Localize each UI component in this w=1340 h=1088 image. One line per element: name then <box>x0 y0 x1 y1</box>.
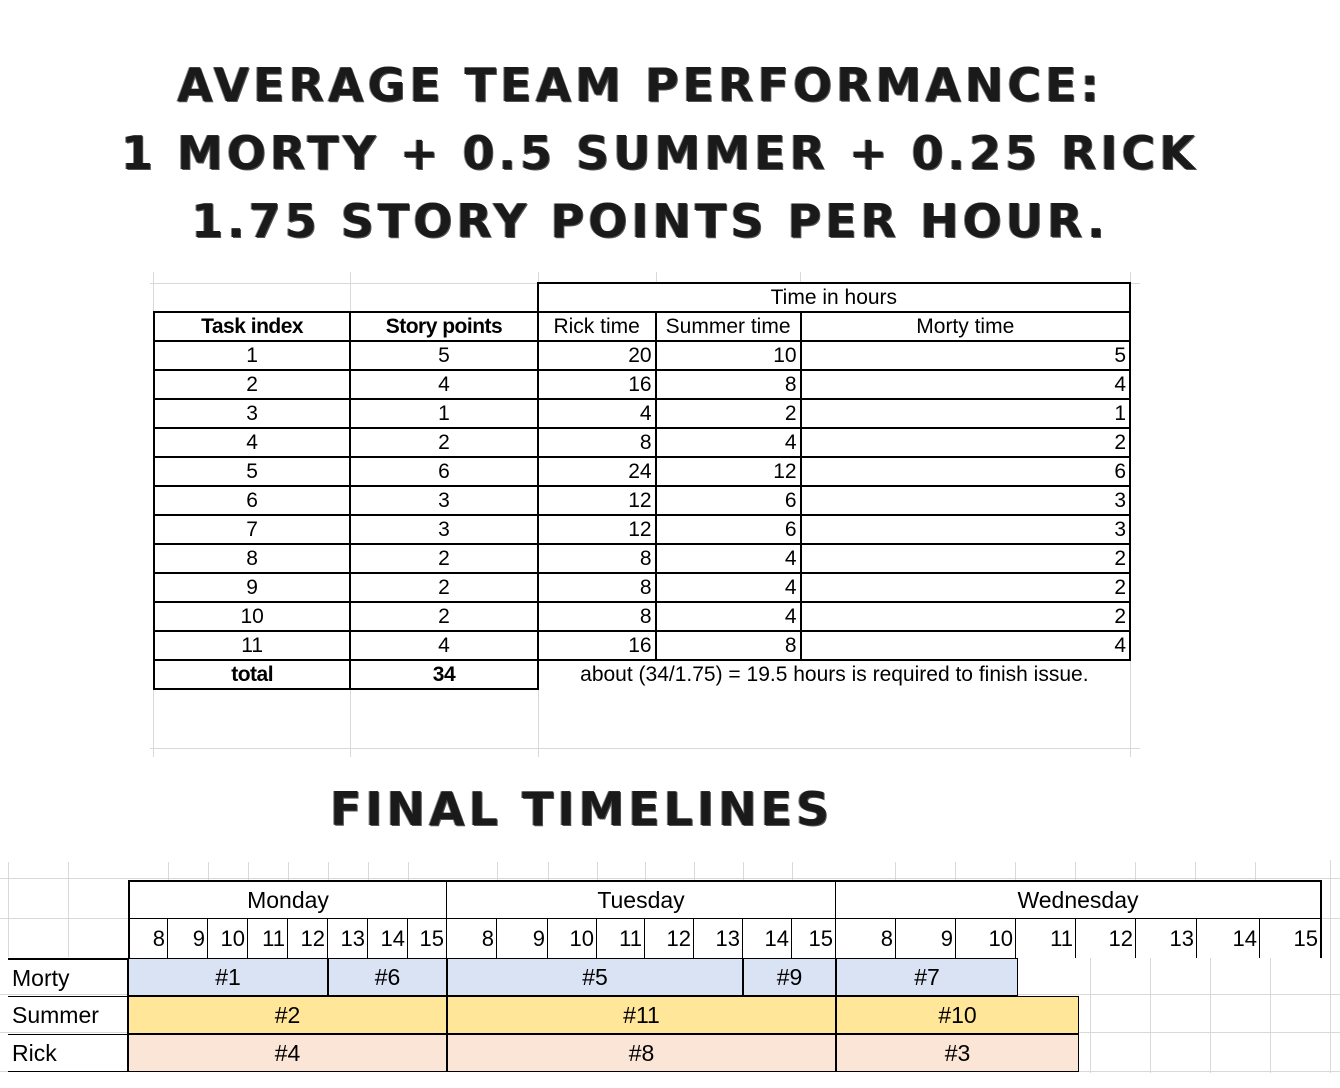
table-row <box>154 602 1130 631</box>
table-row <box>154 370 1130 399</box>
story-points-cell: 4 <box>350 370 537 399</box>
row-label-summer: Summer <box>8 996 128 1034</box>
morty-task-bar: #7 <box>836 958 1018 996</box>
task-index-cell: 9 <box>154 573 350 602</box>
rick-task-bar: #8 <box>447 1034 836 1072</box>
hour-header: 9 <box>168 918 208 958</box>
header-morty-time: Morty time <box>801 312 1130 341</box>
summer-time-cell: 10 <box>656 341 801 370</box>
table-row <box>154 486 1130 515</box>
title-line-3: 1.75 STORY POINTS PER HOUR. <box>191 194 1109 248</box>
hour-header: 9 <box>497 918 548 958</box>
hour-header: 10 <box>956 918 1016 958</box>
hour-header: 15 <box>1260 918 1322 958</box>
summer-time-cell: 4 <box>656 602 801 631</box>
table-row <box>154 399 1130 428</box>
hour-header: 13 <box>694 918 743 958</box>
day-header-tuesday: Tuesday <box>447 880 836 918</box>
morty-time-cell: 3 <box>801 486 1130 515</box>
morty-task-bar: #9 <box>743 958 836 996</box>
rick-time-cell: 12 <box>538 486 656 515</box>
hour-header: 14 <box>1197 918 1260 958</box>
header-story-points: Story points <box>350 312 537 341</box>
summer-task-bar: #10 <box>836 996 1079 1034</box>
story-points-cell: 2 <box>350 573 537 602</box>
hour-header: 12 <box>645 918 694 958</box>
summer-time-cell: 4 <box>656 428 801 457</box>
rick-task-bar: #3 <box>836 1034 1079 1072</box>
task-index-cell: 10 <box>154 602 350 631</box>
summer-time-cell: 2 <box>656 399 801 428</box>
morty-time-cell: 1 <box>801 399 1130 428</box>
rick-time-cell: 20 <box>538 341 656 370</box>
hour-header: 11 <box>597 918 645 958</box>
morty-task-bar: #5 <box>447 958 743 996</box>
task-index-cell: 5 <box>154 457 350 486</box>
summer-time-cell: 6 <box>656 515 801 544</box>
rick-task-bar: #4 <box>128 1034 447 1072</box>
day-header-monday: Monday <box>128 880 447 918</box>
title-line-1: AVERAGE TEAM PERFORMANCE: <box>177 58 1103 112</box>
morty-time-cell: 2 <box>801 428 1130 457</box>
rick-time-cell: 4 <box>538 399 656 428</box>
task-index-cell: 7 <box>154 515 350 544</box>
hour-header: 13 <box>328 918 368 958</box>
task-table <box>153 282 1131 690</box>
table-row <box>154 457 1130 486</box>
summer-time-cell: 8 <box>656 370 801 399</box>
morty-task-bar: #1 <box>128 958 328 996</box>
header-task-index: Task index <box>154 312 350 341</box>
task-index-cell: 6 <box>154 486 350 515</box>
summer-time-cell: 4 <box>656 573 801 602</box>
table-row <box>154 573 1130 602</box>
task-index-cell: 1 <box>154 341 350 370</box>
summer-time-cell: 12 <box>656 457 801 486</box>
morty-time-cell: 6 <box>801 457 1130 486</box>
morty-time-cell: 2 <box>801 544 1130 573</box>
task-index-cell: 3 <box>154 399 350 428</box>
rick-time-cell: 12 <box>538 515 656 544</box>
morty-time-cell: 4 <box>801 370 1130 399</box>
header-rick-time: Rick time <box>538 312 656 341</box>
hour-header: 14 <box>368 918 408 958</box>
hour-header: 14 <box>743 918 792 958</box>
hour-header: 12 <box>288 918 328 958</box>
time-in-hours-header: Time in hours <box>538 283 1130 312</box>
rick-time-cell: 8 <box>538 573 656 602</box>
hour-header: 15 <box>408 918 447 958</box>
empty-cell <box>154 283 350 312</box>
story-points-cell: 3 <box>350 486 537 515</box>
story-points-cell: 6 <box>350 457 537 486</box>
empty-cell <box>350 283 537 312</box>
hour-header: 10 <box>208 918 248 958</box>
table-row <box>154 428 1130 457</box>
rick-time-cell: 8 <box>538 602 656 631</box>
total-row <box>154 660 1130 689</box>
table-row <box>154 515 1130 544</box>
rick-time-cell: 24 <box>538 457 656 486</box>
story-points-cell: 2 <box>350 602 537 631</box>
row-label-rick: Rick <box>8 1034 128 1072</box>
table-row <box>154 341 1130 370</box>
hour-header: 8 <box>836 918 896 958</box>
total-value: 34 <box>350 660 537 689</box>
hour-header: 15 <box>792 918 836 958</box>
task-index-cell: 8 <box>154 544 350 573</box>
rick-time-cell: 16 <box>538 370 656 399</box>
morty-time-cell: 5 <box>801 341 1130 370</box>
hour-header: 9 <box>896 918 956 958</box>
morty-time-cell: 2 <box>801 573 1130 602</box>
morty-time-cell: 3 <box>801 515 1130 544</box>
table-row <box>154 544 1130 573</box>
summer-time-cell: 6 <box>656 486 801 515</box>
story-points-cell: 4 <box>350 631 537 660</box>
total-label: total <box>154 660 350 689</box>
morty-time-cell: 4 <box>801 631 1130 660</box>
table-row <box>154 631 1130 660</box>
hour-header: 11 <box>248 918 288 958</box>
task-index-cell: 11 <box>154 631 350 660</box>
task-index-cell: 2 <box>154 370 350 399</box>
task-index-cell: 4 <box>154 428 350 457</box>
header-row <box>154 312 1130 341</box>
hour-header: 11 <box>1016 918 1076 958</box>
summer-time-cell: 4 <box>656 544 801 573</box>
group-header-row <box>154 283 1130 312</box>
title-line-2: 1 MORTY + 0.5 SUMMER + 0.25 RICK <box>121 126 1199 180</box>
rick-time-cell: 8 <box>538 428 656 457</box>
story-points-cell: 5 <box>350 341 537 370</box>
hour-header: 12 <box>1076 918 1136 958</box>
hour-header: 13 <box>1136 918 1197 958</box>
day-header-wednesday: Wednesday <box>836 880 1322 918</box>
morty-task-bar: #6 <box>328 958 447 996</box>
total-note: about (34/1.75) = 19.5 hours is required to finish issue. <box>538 660 1130 689</box>
story-points-cell: 1 <box>350 399 537 428</box>
header-summer-time: Summer time <box>656 312 801 341</box>
story-points-cell: 2 <box>350 544 537 573</box>
hour-header: 8 <box>447 918 497 958</box>
story-points-cell: 2 <box>350 428 537 457</box>
morty-time-cell: 2 <box>801 602 1130 631</box>
hour-header: 8 <box>128 918 168 958</box>
hour-header: 10 <box>548 918 597 958</box>
summer-task-bar: #2 <box>128 996 447 1034</box>
timeline-title: FINAL TIMELINES <box>330 782 834 836</box>
summer-time-cell: 8 <box>656 631 801 660</box>
rick-time-cell: 8 <box>538 544 656 573</box>
row-label-morty: Morty <box>8 958 128 996</box>
summer-task-bar: #11 <box>447 996 836 1034</box>
rick-time-cell: 16 <box>538 631 656 660</box>
story-points-cell: 3 <box>350 515 537 544</box>
